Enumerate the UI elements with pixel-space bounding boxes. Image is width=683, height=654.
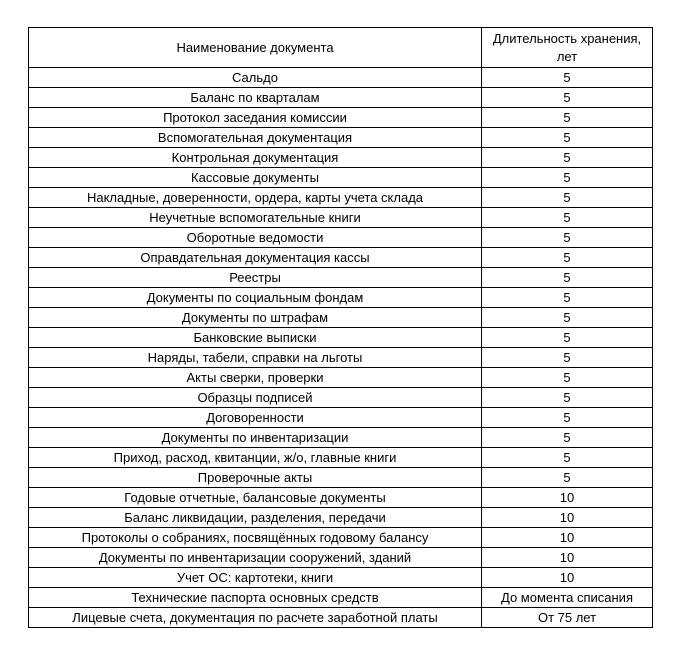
document-name-cell: Учет ОС: картотеки, книги (29, 568, 482, 588)
retention-period-cell: 5 (482, 428, 653, 448)
document-name-cell: Баланс по кварталам (29, 88, 482, 108)
document-name-cell: Протокол заседания комиссии (29, 108, 482, 128)
document-name-cell: Годовые отчетные, балансовые документы (29, 488, 482, 508)
retention-table (28, 27, 653, 628)
retention-period-cell: 5 (482, 308, 653, 328)
document-name-cell: Кассовые документы (29, 168, 482, 188)
document-name-cell: Образцы подписей (29, 388, 482, 408)
retention-period-cell: До момента списания (482, 588, 653, 608)
document-name-cell: Документы по социальным фондам (29, 288, 482, 308)
retention-period-cell: 10 (482, 548, 653, 568)
table-row (29, 468, 653, 488)
table-row (29, 308, 653, 328)
document-name-cell: Контрольная документация (29, 148, 482, 168)
table-row (29, 408, 653, 428)
retention-period-cell: 5 (482, 108, 653, 128)
table-row (29, 188, 653, 208)
table-row (29, 568, 653, 588)
table-row (29, 148, 653, 168)
retention-period-cell: 5 (482, 88, 653, 108)
table-row (29, 88, 653, 108)
retention-period-cell: 5 (482, 188, 653, 208)
table-row (29, 388, 653, 408)
document-name-cell: Акты сверки, проверки (29, 368, 482, 388)
retention-period-cell: 5 (482, 448, 653, 468)
retention-period-cell: 5 (482, 468, 653, 488)
retention-period-cell: 10 (482, 568, 653, 588)
document-name-cell: Лицевые счета, документация по расчете заработной платы (29, 608, 482, 628)
table-header-row (29, 28, 653, 68)
document-name-cell: Оправдательная документация кассы (29, 248, 482, 268)
header-retention-period: Длительность хранения, лет (482, 28, 653, 68)
table-row (29, 428, 653, 448)
table-row (29, 448, 653, 468)
retention-period-cell: 5 (482, 268, 653, 288)
table-row (29, 268, 653, 288)
table-row (29, 208, 653, 228)
document-name-cell: Накладные, доверенности, ордера, карты учета склада (29, 188, 482, 208)
retention-period-cell: 5 (482, 368, 653, 388)
table-row (29, 488, 653, 508)
table-row (29, 368, 653, 388)
retention-period-cell: 10 (482, 528, 653, 548)
table-row (29, 588, 653, 608)
document-name-cell: Баланс ликвидации, разделения, передачи (29, 508, 482, 528)
table-row (29, 528, 653, 548)
table-row (29, 68, 653, 88)
table-row (29, 108, 653, 128)
document-name-cell: Наряды, табели, справки на льготы (29, 348, 482, 368)
retention-period-cell: 5 (482, 348, 653, 368)
table-row (29, 128, 653, 148)
document-name-cell: Документы по штрафам (29, 308, 482, 328)
table-row (29, 168, 653, 188)
retention-period-cell: 5 (482, 248, 653, 268)
table-row (29, 548, 653, 568)
retention-period-cell: 5 (482, 128, 653, 148)
retention-period-cell: 5 (482, 408, 653, 428)
document-name-cell: Вспомогательная документация (29, 128, 482, 148)
table-row (29, 608, 653, 628)
retention-period-cell: 5 (482, 148, 653, 168)
header-document-name: Наименование документа (29, 28, 482, 68)
table-row (29, 348, 653, 368)
retention-period-cell: 5 (482, 208, 653, 228)
table-row (29, 248, 653, 268)
retention-period-cell: От 75 лет (482, 608, 653, 628)
document-name-cell: Оборотные ведомости (29, 228, 482, 248)
document-name-cell: Приход, расход, квитанции, ж/о, главные книги (29, 448, 482, 468)
retention-period-cell: 5 (482, 168, 653, 188)
retention-period-cell: 5 (482, 328, 653, 348)
table-body (29, 68, 653, 628)
retention-period-cell: 10 (482, 488, 653, 508)
table-row (29, 228, 653, 248)
document-name-cell: Реестры (29, 268, 482, 288)
table-row (29, 508, 653, 528)
document-name-cell: Банковские выписки (29, 328, 482, 348)
table-row (29, 328, 653, 348)
retention-period-cell: 5 (482, 228, 653, 248)
table-row (29, 288, 653, 308)
retention-period-cell: 5 (482, 288, 653, 308)
document-name-cell: Технические паспорта основных средств (29, 588, 482, 608)
document-name-cell: Протоколы о собраниях, посвящённых годовому балансу (29, 528, 482, 548)
document-name-cell: Проверочные акты (29, 468, 482, 488)
document-name-cell: Документы по инвентаризации (29, 428, 482, 448)
document-name-cell: Документы по инвентаризации сооружений, зданий (29, 548, 482, 568)
retention-period-cell: 10 (482, 508, 653, 528)
document-name-cell: Сальдо (29, 68, 482, 88)
retention-period-cell: 5 (482, 388, 653, 408)
document-name-cell: Неучетные вспомогательные книги (29, 208, 482, 228)
document-name-cell: Договоренности (29, 408, 482, 428)
retention-period-cell: 5 (482, 68, 653, 88)
